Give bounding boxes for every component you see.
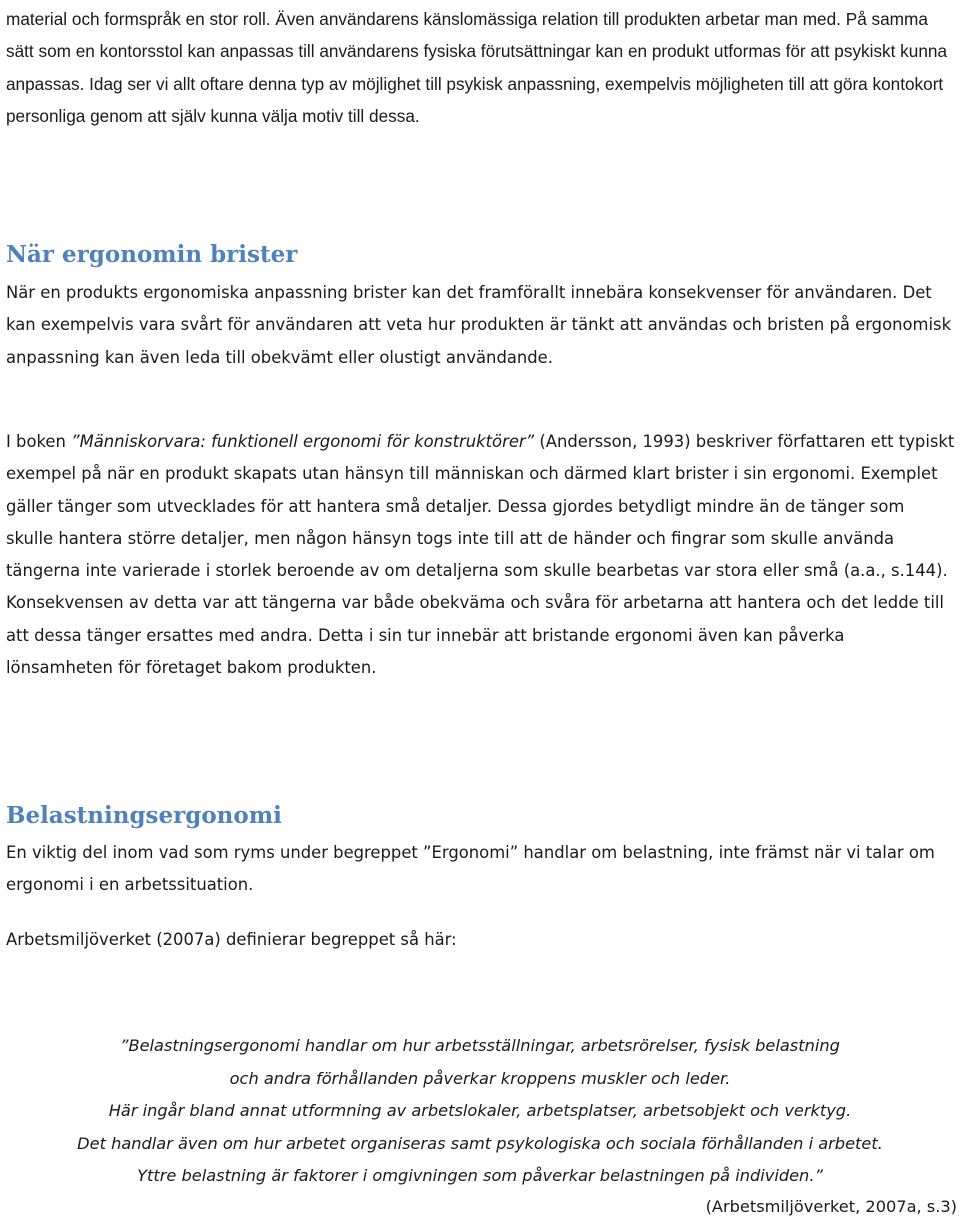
belastning-paragraph-1: En viktig del inom vad som ryms under begreppet ”Ergonomi” handlar om belastning, inte främst när vi talar om ergonomi i en arbetssituation. <box>6 843 935 895</box>
quote-line: ”Belastningsergonomi handlar om hur arbetsställningar, arbetsrörelser, fysisk belastning <box>120 1036 840 1055</box>
intro-paragraph: material och formspråk en stor roll. Även användarens känslomässiga relation till produkten arbetar man med. På samma sätt som en kontorsstol kan anpassas till användarens fysiska förutsättningar kan en produkt utformas för att psykiskt kunna anpassas. Idag ser vi allt oftare denna typ av möjlighet till psykisk anpassning, exempelvis möjligheten till att göra kontokort personliga genom att själv kunna välja motiv till dessa. <box>6 9 948 126</box>
ergonomin-paragraph-2 <box>6 426 956 684</box>
ergonomin-paragraph-1: När en produkts ergonomiska anpassning brister kan det framförallt innebära konsekvenser för användaren. Det kan exempelvis vara svårt för användaren att veta hur produkten är tänkt att användas och bristen på ergonomisk anpassning kan även leda till obekvämt eller olustigt användande. <box>6 283 952 367</box>
belastning-paragraph-2: Arbetsmiljöverket (2007a) definierar begreppet så här: <box>6 930 457 949</box>
paragraph-body: (Andersson, 1993) beskriver författaren ett typiskt exempel på när en produkt skapats utan hänsyn till människan och därmed klart brister i sin ergonomi. Exemplet gäller tänger som utvecklades för att hantera små detaljer. Dessa gjordes betydligt mindre än de tänger som skulle hantera större detaljer, men någon hänsyn togs inte till att de händer och fingrar som skulle använda tängerna inte varierade i storlek beroende av om detaljerna som skulle bearbetas var stora eller små (a.a., s.144). Konsekvensen av detta var att tängerna var både obekväma och svåra för arbetarna att hantera och det ledde till att dessa tänger ersattes med andra. Detta i sin tur innebär att bristande ergonomi även kan påverka lönsamheten för företaget bakom produkten. <box>6 432 955 678</box>
quote-citation: (Arbetsmiljöverket, 2007a, s.3) <box>705 1197 957 1216</box>
quote-line: och andra förhållanden påverkar kroppens muskler och leder. <box>229 1068 731 1088</box>
quote-line: Här ingår bland annat utformning av arbetslokaler, arbetsplatser, arbetsobjekt och verktyg. <box>108 1101 852 1121</box>
quote-line: Det handlar även om hur arbetet organiseras samt psykologiska och sociala förhållanden i arbetet. <box>77 1133 883 1153</box>
section-heading-belastning: Belastningsergonomi <box>6 802 282 829</box>
paragraph-prefix: I boken <box>6 432 72 451</box>
section-heading-ergonomin: När ergonomin brister <box>6 241 298 268</box>
quote-line: Yttre belastning är faktorer i omgivningen som påverkar belastningen på individen.” <box>137 1166 823 1186</box>
book-title: ”Människorvara: funktionell ergonomi för konstruktörer” <box>71 432 535 451</box>
definition-quote <box>0 1030 960 1193</box>
